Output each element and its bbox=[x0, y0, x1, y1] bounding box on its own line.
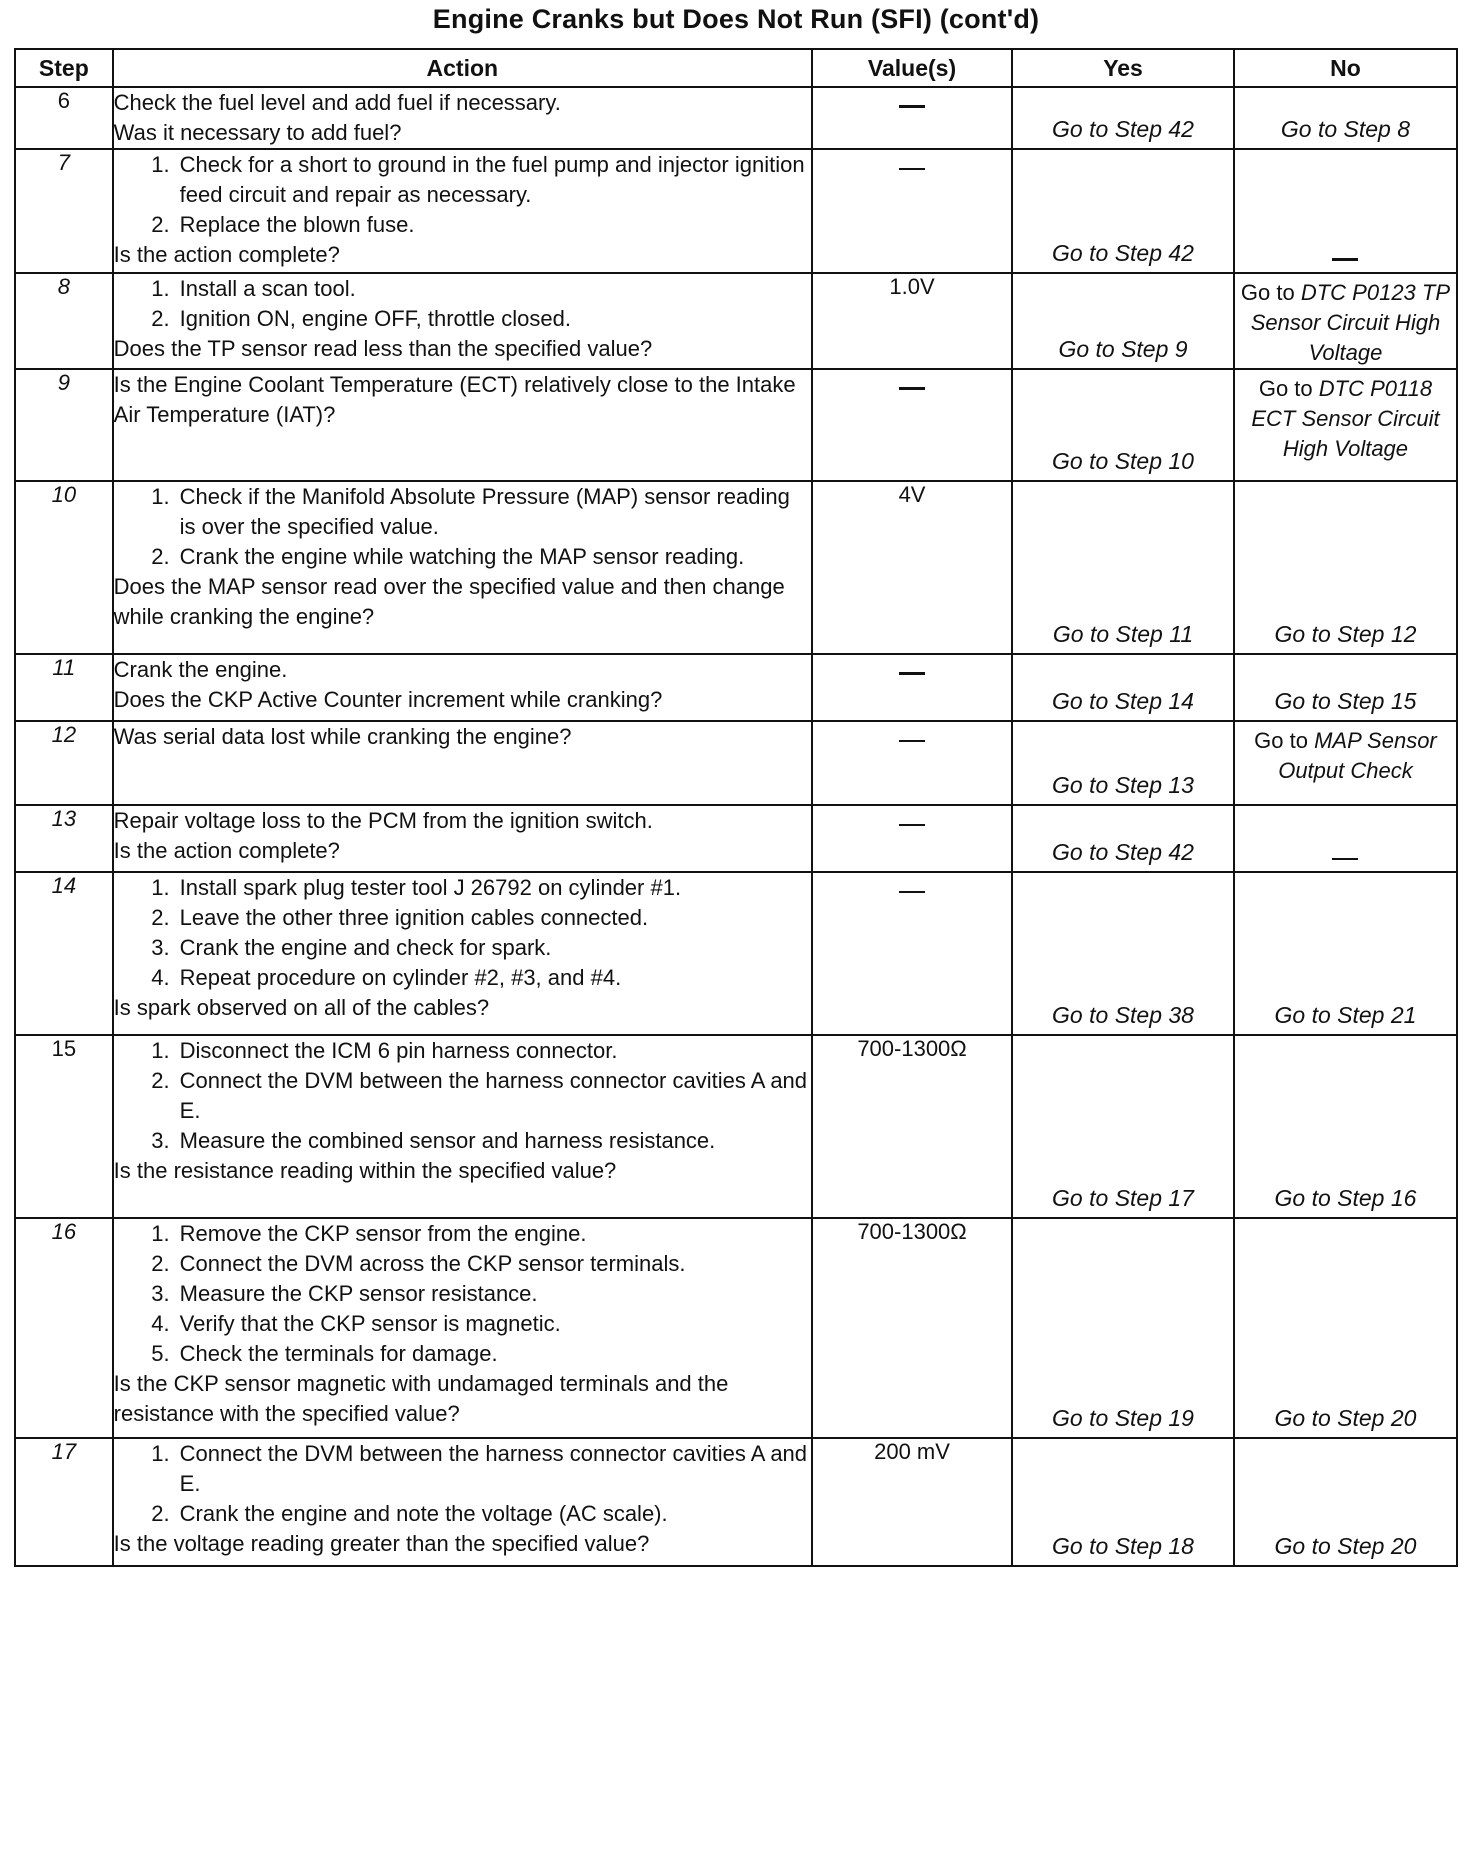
not-applicable-dash bbox=[899, 387, 925, 390]
no-link[interactable]: Go to Step 20 bbox=[1274, 1405, 1417, 1431]
yes-link[interactable]: Go to Step 17 bbox=[1052, 1185, 1194, 1211]
yes-cell bbox=[1012, 1438, 1234, 1566]
yes-cell bbox=[1012, 149, 1234, 273]
action-step-text: Repeat procedure on cylinder #2, #3, and #4. bbox=[179, 965, 622, 990]
value-cell bbox=[812, 149, 1012, 273]
action-text: Crank the engine. bbox=[113, 657, 288, 682]
action-step bbox=[114, 1219, 811, 1249]
action-step bbox=[114, 1066, 811, 1126]
yes-link[interactable]: Go to Step 42 bbox=[1052, 839, 1194, 865]
action-question: Does the TP sensor read less than the specified value? bbox=[113, 336, 653, 361]
yes-cell bbox=[1012, 481, 1234, 654]
no-reference bbox=[1235, 278, 1456, 364]
action-step-number: 2. bbox=[151, 544, 170, 569]
not-applicable-dash bbox=[899, 740, 925, 742]
step-number: 15 bbox=[15, 1035, 113, 1218]
action-cell bbox=[113, 1438, 812, 1566]
no-reference-text bbox=[1235, 278, 1456, 368]
action-text: Repair voltage loss to the PCM from the ignition switch. bbox=[113, 808, 653, 833]
action-step-number: 1. bbox=[151, 152, 170, 177]
yes-cell bbox=[1012, 1035, 1234, 1218]
no-cell bbox=[1234, 805, 1457, 872]
value-cell bbox=[812, 872, 1012, 1035]
action-step bbox=[114, 933, 811, 963]
no-empty bbox=[1235, 238, 1456, 268]
action-step-number: 4. bbox=[151, 965, 170, 990]
action-step-number: 3. bbox=[151, 935, 170, 960]
action-step-text: Check the terminals for damage. bbox=[179, 1341, 498, 1366]
no-cell bbox=[1234, 1438, 1457, 1566]
table-row bbox=[15, 149, 1457, 273]
no-link[interactable]: Go to Step 20 bbox=[1274, 1533, 1417, 1559]
action-question: Is the action complete? bbox=[113, 242, 340, 267]
value-cell bbox=[812, 1438, 1012, 1566]
not-applicable-dash bbox=[899, 824, 925, 826]
yes-link[interactable]: Go to Step 14 bbox=[1052, 688, 1194, 714]
header-yes: Yes bbox=[1012, 49, 1234, 87]
action-step-text: Crank the engine and check for spark. bbox=[179, 935, 552, 960]
no-link[interactable]: DTC P0118 ECT Sensor Circuit High Voltage bbox=[1251, 376, 1440, 461]
action-cell bbox=[113, 1035, 812, 1218]
step-number: 12 bbox=[15, 721, 113, 805]
action-step-text: Verify that the CKP sensor is magnetic. bbox=[179, 1311, 561, 1336]
step-number: 10 bbox=[15, 481, 113, 654]
no-cell bbox=[1234, 273, 1457, 369]
value-text: 700-1300Ω bbox=[857, 1219, 967, 1244]
no-cell bbox=[1234, 481, 1457, 654]
no-empty bbox=[1235, 837, 1456, 867]
yes-link[interactable]: Go to Step 42 bbox=[1052, 116, 1194, 142]
action-cell bbox=[113, 721, 812, 805]
yes-link[interactable]: Go to Step 9 bbox=[1058, 336, 1188, 362]
table-row bbox=[15, 273, 1457, 369]
step-number: 17 bbox=[15, 1438, 113, 1566]
action-step-text: Check if the Manifold Absolute Pressure (MAP) sensor reading is over the specified value. bbox=[179, 484, 790, 539]
no-link[interactable]: Go to Step 8 bbox=[1280, 116, 1411, 142]
not-applicable-dash bbox=[899, 672, 925, 675]
no-reference bbox=[1235, 374, 1456, 476]
yes-link[interactable]: Go to Step 11 bbox=[1052, 621, 1194, 647]
no-cell bbox=[1234, 369, 1457, 481]
table-row bbox=[15, 872, 1457, 1035]
value-cell bbox=[812, 654, 1012, 721]
value-text: 1.0V bbox=[889, 274, 935, 299]
table-row bbox=[15, 369, 1457, 481]
not-applicable-dash bbox=[899, 168, 925, 170]
action-step-number: 1. bbox=[151, 484, 170, 509]
action-step-number: 1. bbox=[151, 875, 170, 900]
table-row bbox=[15, 654, 1457, 721]
value-text: 700-1300Ω bbox=[857, 1036, 967, 1061]
action-step bbox=[114, 210, 811, 240]
action-step bbox=[114, 873, 811, 903]
action-step-number: 2. bbox=[151, 1068, 170, 1093]
action-step-text: Crank the engine and note the voltage (AC scale). bbox=[179, 1501, 668, 1526]
no-cell bbox=[1234, 654, 1457, 721]
table-row bbox=[15, 1035, 1457, 1218]
yes-cell bbox=[1012, 273, 1234, 369]
value-text: 200 mV bbox=[874, 1439, 950, 1464]
action-step bbox=[114, 1339, 811, 1369]
action-question: Was it necessary to add fuel? bbox=[113, 120, 402, 145]
action-step-number: 2. bbox=[151, 905, 170, 930]
action-cell bbox=[113, 369, 812, 481]
table-row bbox=[15, 1218, 1457, 1438]
action-question: Does the MAP sensor read over the specified value and then change while cranking the engine? bbox=[113, 574, 785, 629]
value-cell bbox=[812, 481, 1012, 654]
yes-cell bbox=[1012, 87, 1234, 149]
no-cell bbox=[1234, 1218, 1457, 1438]
action-step bbox=[114, 1126, 811, 1156]
action-cell bbox=[113, 481, 812, 654]
action-question: Is spark observed on all of the cables? bbox=[113, 995, 490, 1020]
action-step-text: Remove the CKP sensor from the engine. bbox=[179, 1221, 587, 1246]
no-link[interactable]: Go to Step 12 bbox=[1274, 621, 1417, 647]
action-cell bbox=[113, 872, 812, 1035]
no-prefix: Go to bbox=[1258, 376, 1319, 401]
action-step-number: 5. bbox=[151, 1341, 170, 1366]
action-question: Is the CKP sensor magnetic with undamaged terminals and the resistance with the specified value? bbox=[113, 1371, 729, 1426]
action-step bbox=[114, 1249, 811, 1279]
action-step bbox=[114, 150, 811, 210]
step-number: 6 bbox=[15, 87, 113, 149]
yes-link[interactable]: Go to Step 13 bbox=[1052, 772, 1194, 798]
header-row bbox=[15, 49, 1457, 87]
not-applicable-dash bbox=[1332, 858, 1358, 860]
not-applicable-dash bbox=[899, 891, 925, 893]
yes-link[interactable]: Go to Step 38 bbox=[1052, 1002, 1194, 1028]
step-number: 8 bbox=[15, 273, 113, 369]
header-value: Value(s) bbox=[812, 49, 1012, 87]
action-step bbox=[114, 1309, 811, 1339]
action-step-number: 1. bbox=[151, 1038, 170, 1063]
action-step-text: Measure the CKP sensor resistance. bbox=[179, 1281, 538, 1306]
action-text: Was serial data lost while cranking the engine? bbox=[113, 724, 572, 749]
value-cell bbox=[812, 721, 1012, 805]
no-cell bbox=[1234, 721, 1457, 805]
yes-cell bbox=[1012, 654, 1234, 721]
no-cell bbox=[1234, 1035, 1457, 1218]
action-step bbox=[114, 482, 811, 542]
action-step bbox=[114, 903, 811, 933]
action-question: Does the CKP Active Counter increment while cranking? bbox=[113, 687, 663, 712]
yes-cell bbox=[1012, 1218, 1234, 1438]
yes-cell bbox=[1012, 369, 1234, 481]
action-question: Is the resistance reading within the specified value? bbox=[113, 1158, 617, 1183]
action-cell bbox=[113, 654, 812, 721]
value-cell bbox=[812, 1035, 1012, 1218]
action-step bbox=[114, 1439, 811, 1499]
table-row bbox=[15, 721, 1457, 805]
yes-link[interactable]: Go to Step 19 bbox=[1052, 1405, 1194, 1431]
action-step-text: Disconnect the ICM 6 pin harness connector. bbox=[179, 1038, 618, 1063]
action-step bbox=[114, 274, 811, 304]
action-text: Check the fuel level and add fuel if necessary. bbox=[113, 90, 561, 115]
action-step-number: 4. bbox=[151, 1311, 170, 1336]
action-step-text: Ignition ON, engine OFF, throttle closed. bbox=[179, 306, 571, 331]
action-cell bbox=[113, 273, 812, 369]
action-cell bbox=[113, 805, 812, 872]
action-step-text: Crank the engine while watching the MAP sensor reading. bbox=[179, 544, 745, 569]
no-link[interactable]: MAP Sensor Output Check bbox=[1278, 728, 1437, 783]
action-step-number: 1. bbox=[151, 1221, 170, 1246]
action-step-text: Leave the other three ignition cables connected. bbox=[179, 905, 649, 930]
no-reference-text bbox=[1235, 726, 1456, 786]
value-text: 4V bbox=[898, 482, 926, 507]
header-no: No bbox=[1234, 49, 1457, 87]
no-link[interactable]: DTC P0123 TP Sensor Circuit High Voltage bbox=[1250, 280, 1451, 365]
no-cell bbox=[1234, 149, 1457, 273]
action-step-text: Install spark plug tester tool J 26792 on cylinder #1. bbox=[179, 875, 682, 900]
action-step bbox=[114, 1279, 811, 1309]
action-step-number: 1. bbox=[151, 1441, 170, 1466]
action-step-text: Connect the DVM between the harness connector cavities A and E. bbox=[179, 1441, 808, 1496]
action-step-number: 2. bbox=[151, 212, 170, 237]
header-step: Step bbox=[15, 49, 113, 87]
action-step-number: 2. bbox=[151, 1501, 170, 1526]
no-cell bbox=[1234, 872, 1457, 1035]
yes-cell bbox=[1012, 872, 1234, 1035]
action-step-text: Install a scan tool. bbox=[179, 276, 356, 301]
action-step-text: Check for a short to ground in the fuel pump and injector ignition feed circuit and repair as necessary. bbox=[179, 152, 805, 207]
action-question: Is the action complete? bbox=[113, 838, 340, 863]
action-step bbox=[114, 1499, 811, 1529]
action-cell bbox=[113, 1218, 812, 1438]
step-number: 13 bbox=[15, 805, 113, 872]
yes-link[interactable]: Go to Step 10 bbox=[1052, 448, 1194, 474]
action-step bbox=[114, 963, 811, 993]
diagnostic-table bbox=[14, 48, 1458, 1567]
page-title: Engine Cranks but Does Not Run (SFI) (cont'd) bbox=[432, 4, 1040, 34]
action-step-number: 3. bbox=[151, 1128, 170, 1153]
yes-cell bbox=[1012, 805, 1234, 872]
step-number: 11 bbox=[15, 654, 113, 721]
action-cell bbox=[113, 87, 812, 149]
table-row bbox=[15, 481, 1457, 654]
step-number: 16 bbox=[15, 1218, 113, 1438]
action-step-number: 1. bbox=[151, 276, 170, 301]
no-reference-text bbox=[1235, 374, 1456, 464]
table-row bbox=[15, 1438, 1457, 1566]
value-cell bbox=[812, 805, 1012, 872]
table-row bbox=[15, 87, 1457, 149]
action-step-text: Connect the DVM between the harness connector cavities A and E. bbox=[179, 1068, 808, 1123]
value-cell bbox=[812, 273, 1012, 369]
no-prefix: Go to bbox=[1240, 280, 1301, 305]
action-step-number: 3. bbox=[151, 1281, 170, 1306]
step-number: 14 bbox=[15, 872, 113, 1035]
value-cell bbox=[812, 369, 1012, 481]
not-applicable-dash bbox=[899, 105, 925, 108]
not-applicable-dash bbox=[1332, 258, 1358, 261]
action-text: Is the Engine Coolant Temperature (ECT) relatively close to the Intake Air Temperature (IAT)? bbox=[113, 372, 796, 427]
no-prefix: Go to bbox=[1254, 728, 1315, 753]
table-row bbox=[15, 805, 1457, 872]
no-link[interactable]: Go to Step 21 bbox=[1274, 1002, 1417, 1028]
action-step-number: 2. bbox=[151, 306, 170, 331]
action-step-number: 2. bbox=[151, 1251, 170, 1276]
action-step bbox=[114, 304, 811, 334]
yes-link[interactable]: Go to Step 18 bbox=[1052, 1533, 1194, 1559]
no-link[interactable]: Go to Step 15 bbox=[1274, 688, 1417, 714]
no-link[interactable]: Go to Step 16 bbox=[1274, 1185, 1417, 1211]
no-reference bbox=[1235, 726, 1456, 800]
action-question: Is the voltage reading greater than the specified value? bbox=[113, 1531, 650, 1556]
value-cell bbox=[812, 87, 1012, 149]
yes-cell bbox=[1012, 721, 1234, 805]
action-step bbox=[114, 542, 811, 572]
action-step-text: Connect the DVM across the CKP sensor terminals. bbox=[179, 1251, 686, 1276]
step-number: 7 bbox=[15, 149, 113, 273]
yes-link[interactable]: Go to Step 42 bbox=[1052, 240, 1194, 266]
action-step bbox=[114, 1036, 811, 1066]
action-step-text: Measure the combined sensor and harness resistance. bbox=[179, 1128, 716, 1153]
action-cell bbox=[113, 149, 812, 273]
value-cell bbox=[812, 1218, 1012, 1438]
header-action: Action bbox=[113, 49, 812, 87]
action-step-text: Replace the blown fuse. bbox=[179, 212, 415, 237]
no-cell bbox=[1234, 87, 1457, 149]
step-number: 9 bbox=[15, 369, 113, 481]
